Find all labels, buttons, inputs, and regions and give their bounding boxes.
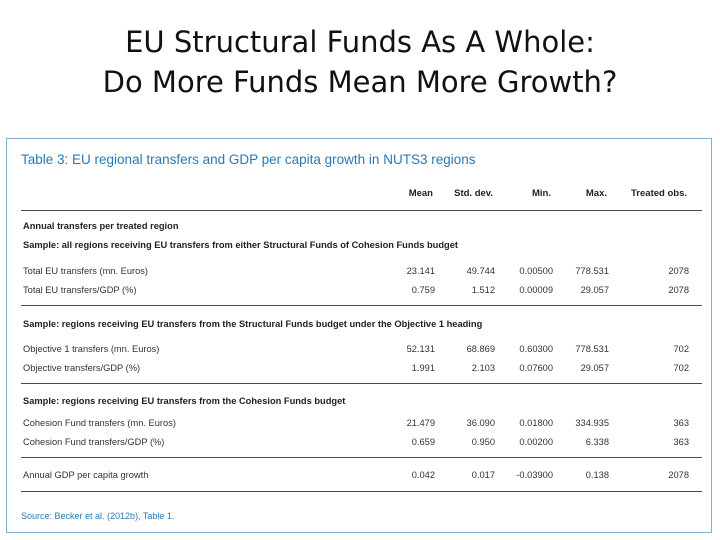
cell-max: 29.057	[580, 285, 609, 295]
slide-title	[0, 22, 720, 102]
cell-min: 0.01800	[519, 418, 553, 428]
header-rule	[21, 210, 702, 211]
cell-treated-obs: 702	[673, 363, 689, 373]
cell-min: 0.00009	[519, 285, 553, 295]
cell-std-dev: 36.090	[466, 418, 495, 428]
cell-treated-obs: 702	[673, 344, 689, 354]
cell-std-dev: 49.744	[466, 266, 495, 276]
row-label: Annual GDP per capita growth	[23, 470, 149, 480]
cell-max: 334.935	[575, 418, 609, 428]
col-header-mean: Mean	[408, 188, 433, 199]
cell-min: 0.00200	[519, 437, 553, 447]
cell-treated-obs: 2078	[668, 285, 689, 295]
section-rule	[21, 383, 702, 384]
table-row	[7, 266, 713, 280]
section-label-cohesion-funds: Sample: regions receiving EU transfers from the Cohesion Funds budget	[23, 396, 346, 406]
table-row	[7, 344, 713, 358]
col-header-min: Min.	[532, 188, 551, 199]
cell-std-dev: 68.869	[466, 344, 495, 354]
cell-min: 0.07600	[519, 363, 553, 373]
table-heading: Annual transfers per treated region	[23, 221, 179, 231]
table-source: Source: Becker et al. (2012b), Table 1.	[21, 511, 175, 521]
cell-max: 6.338	[585, 437, 609, 447]
row-label: Cohesion Fund transfers/GDP (%)	[23, 437, 165, 447]
cell-treated-obs: 363	[673, 437, 689, 447]
table-row	[7, 437, 713, 451]
row-label: Objective 1 transfers (mn. Euros)	[23, 344, 160, 354]
cell-mean: 21.479	[406, 418, 435, 428]
cell-std-dev: 2.103	[471, 363, 495, 373]
cell-treated-obs: 2078	[668, 470, 689, 480]
cell-mean: 52.131	[406, 344, 435, 354]
slide-title-line-1: EU Structural Funds As A Whole:	[125, 25, 595, 59]
table-row	[7, 470, 713, 484]
cell-treated-obs: 2078	[668, 266, 689, 276]
cell-mean: 1.991	[411, 363, 435, 373]
row-label: Total EU transfers/GDP (%)	[23, 285, 137, 295]
cell-max: 0.138	[585, 470, 609, 480]
section-rule	[21, 305, 702, 306]
cell-min: -0.03900	[516, 470, 553, 480]
bottom-rule	[21, 491, 702, 492]
cell-min: 0.00500	[519, 266, 553, 276]
table-caption: Table 3: EU regional transfers and GDP per capita growth in NUTS3 regions	[21, 152, 476, 167]
col-header-std-dev: Std. dev.	[454, 188, 493, 199]
section-rule	[21, 457, 702, 458]
cell-mean: 0.659	[411, 437, 435, 447]
section-label-all-regions: Sample: all regions receiving EU transfers from either Structural Funds of Cohesion Funds budget	[23, 240, 458, 250]
cell-mean: 23.141	[406, 266, 435, 276]
cell-mean: 0.042	[411, 470, 435, 480]
section-label-objective-1: Sample: regions receiving EU transfers from the Structural Funds budget under the Objective 1 heading	[23, 319, 483, 329]
table-panel	[6, 138, 712, 533]
cell-min: 0.60300	[519, 344, 553, 354]
slide-title-line-2: Do More Funds Mean More Growth?	[102, 65, 618, 99]
table-row	[7, 285, 713, 299]
col-header-max: Max.	[585, 188, 607, 199]
row-label: Objective transfers/GDP (%)	[23, 363, 141, 373]
row-label: Total EU transfers (mn. Euros)	[23, 266, 149, 276]
cell-max: 778.531	[575, 344, 609, 354]
cell-treated-obs: 363	[673, 418, 689, 428]
cell-max: 29.057	[580, 363, 609, 373]
table-row	[7, 363, 713, 377]
cell-std-dev: 0.950	[471, 437, 495, 447]
table-row	[7, 418, 713, 432]
cell-std-dev: 0.017	[471, 470, 495, 480]
cell-mean: 0.759	[411, 285, 435, 295]
cell-max: 778.531	[575, 266, 609, 276]
cell-std-dev: 1.512	[471, 285, 495, 295]
col-header-treated-obs: Treated obs.	[631, 188, 687, 199]
row-label: Cohesion Fund transfers (mn. Euros)	[23, 418, 176, 428]
